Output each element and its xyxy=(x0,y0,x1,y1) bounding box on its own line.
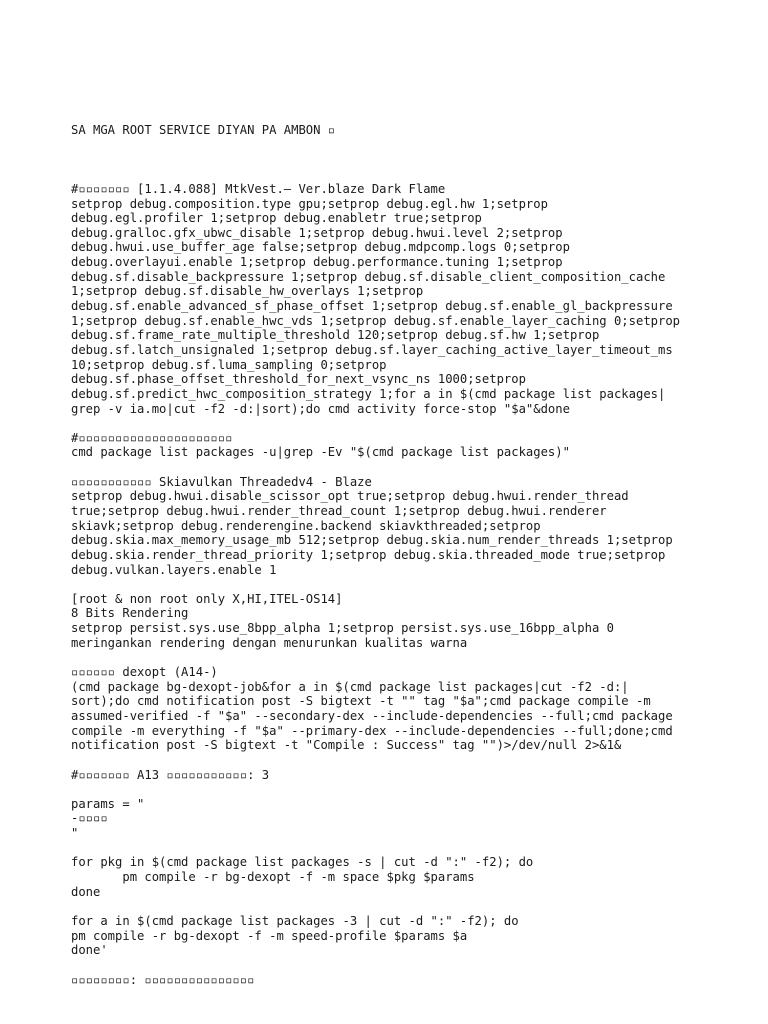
blank-line xyxy=(71,650,751,665)
text-section xyxy=(71,182,751,416)
text-line: debug.sf.frame_rate_multiple_threshold 120;setprop debug.sf.hw 1;setprop xyxy=(71,328,600,343)
text-line: 10;setprop debug.sf.luma_sampling 0;setprop xyxy=(71,357,387,372)
text-section xyxy=(71,768,751,783)
text-line: for a in $(cmd package list packages -3 | cut -d ":" -f2); do xyxy=(71,913,519,928)
text-line: params = " xyxy=(71,796,145,811)
blank-line xyxy=(71,782,751,797)
text-section xyxy=(71,973,751,988)
text-line: debug.sf.latch_unsignaled 1;setprop debug.sf.layer_caching_active_layer_timeout_ms xyxy=(71,342,673,357)
text-line: debug.hwui.use_buffer_age false;setprop debug.mdpcomp.logs 0;setprop xyxy=(71,240,570,255)
text-line: debug.sf.disable_backpressure 1;setprop debug.sf.disable_client_composition_cache xyxy=(71,269,666,284)
blank-line xyxy=(71,167,751,182)
text-line: [root & non root only X,HI,ITEL-OS14] xyxy=(71,591,343,606)
text-line: meringankan rendering dengan menurunkan kualitas warna xyxy=(71,635,468,650)
text-line: setprop persist.sys.use_8bpp_alpha 1;setprop persist.sys.use_16bpp_alpha 0 xyxy=(71,621,614,636)
text-line: notification post -S bigtext -t "Compile : Success" tag "")>/dev/null 2>&1& xyxy=(71,738,622,753)
text-line: 8 Bits Rendering xyxy=(71,606,189,621)
text-line: debug.sf.enable_advanced_sf_phase_offset 1;setprop debug.sf.enable_gl_backpressure xyxy=(71,299,673,314)
blank-line xyxy=(71,753,751,768)
text-section xyxy=(71,855,751,899)
text-line: debug.sf.predict_hwc_composition_strategy 1;for a in $(cmd package list packages| xyxy=(71,386,666,401)
blank-line xyxy=(71,841,751,856)
text-line: -▫▫▫▫ xyxy=(71,811,108,826)
text-line: compile -m everything -f "$a" --primary-dex --include-dependencies --full;done;cmd xyxy=(71,723,673,738)
text-line: true;setprop debug.hwui.render_thread_count 1;setprop debug.hwui.renderer xyxy=(71,504,607,518)
text-line: ▫▫▫▫▫▫▫▫: ▫▫▫▫▫▫▫▫▫▫▫▫▫▫▫ xyxy=(71,972,255,987)
text-section xyxy=(71,431,751,460)
text-line: pm compile -r bg-dexopt -f -m speed-profile $params $a xyxy=(71,928,468,943)
text-line: assumed-verified -f "$a" --secondary-dex --include-dependencies --full;cmd package xyxy=(71,708,673,723)
text-line: debug.skia.render_thread_priority 1;setprop debug.skia.threaded_mode true;setprop xyxy=(71,547,666,562)
text-line: 1;setprop debug.sf.disable_hw_overlays 1;setprop xyxy=(71,284,424,299)
text-section xyxy=(71,592,751,651)
text-line: skiavk;setprop debug.renderengine.backend skiavkthreaded;setprop xyxy=(71,518,541,533)
text-line: debug.egl.profiler 1;setprop debug.enabletr true;setprop xyxy=(71,211,482,226)
text-section xyxy=(71,797,751,841)
text-section xyxy=(71,914,751,958)
text-line: debug.skia.max_memory_usage_mb 512;setprop debug.skia.num_render_threads 1;setprop xyxy=(71,533,673,548)
text-line: debug.sf.phase_offset_threshold_for_next_vsync_ns 1000;setprop xyxy=(71,372,526,387)
text-line: #▫▫▫▫▫▫▫ [1.1.4.088] MtkVest.— Ver.blaze Dark Flame xyxy=(71,181,446,196)
text-line: #▫▫▫▫▫▫▫▫▫▫▫▫▫▫▫▫▫▫▫▫▫ xyxy=(71,430,233,445)
text-line: grep -v ia.mo|cut -f2 -d:|sort);do cmd activity force-stop "$a"&done xyxy=(71,401,570,416)
text-line: sort);do cmd notification post -S bigtext -t "" tag "$a";cmd package compile -m xyxy=(71,694,651,709)
blank-line xyxy=(71,899,751,914)
text-line: " xyxy=(71,826,79,841)
blank-line xyxy=(71,577,751,592)
text-line: done xyxy=(71,884,101,899)
text-line: debug.overlayui.enable 1;setprop debug.performance.tuning 1;setprop xyxy=(71,255,563,270)
document-body xyxy=(71,94,751,987)
text-line: for pkg in $(cmd package list packages -s | cut -d ":" -f2); do xyxy=(71,855,534,870)
document-title: SA MGA ROOT SERVICE DIYAN PA AMBON ▫ xyxy=(71,123,336,138)
text-line: (cmd package bg-dexopt-job&for a in $(cmd package list packages|cut -f2 -d:| xyxy=(71,679,629,694)
text-line: 1;setprop debug.sf.enable_hwc_vds 1;setprop debug.sf.enable_layer_caching 0;setprop xyxy=(71,313,681,328)
text-line: debug.vulkan.layers.enable 1 xyxy=(71,562,277,577)
text-line: pm compile -r bg-dexopt -f -m space $pkg $params xyxy=(71,870,475,885)
blank-line xyxy=(71,416,751,431)
blank-line xyxy=(71,958,751,973)
text-section xyxy=(71,475,751,577)
text-line: cmd package list packages -u|grep -Ev "$(cmd package list packages)" xyxy=(71,445,570,460)
text-line: debug.gralloc.gfx_ubwc_disable 1;setprop debug.hwui.level 2;setprop xyxy=(71,225,563,240)
text-line: done' xyxy=(71,943,108,958)
blank-line xyxy=(71,460,751,475)
text-line: #▫▫▫▫▫▫▫ A13 ▫▫▫▫▫▫▫▫▫▫▫: 3 xyxy=(71,767,270,782)
text-line: ▫▫▫▫▫▫ dexopt (A14-) xyxy=(71,665,218,680)
text-line: ▫▫▫▫▫▫▫▫▫▫▫ Skiavulkan Threadedv4 - Blaze xyxy=(71,474,372,489)
text-section xyxy=(71,665,751,753)
text-line: setprop debug.composition.type gpu;setprop debug.egl.hw 1;setprop xyxy=(71,196,548,211)
text-line: setprop debug.hwui.disable_scissor_opt true;setprop debug.hwui.render_thread xyxy=(71,489,629,504)
